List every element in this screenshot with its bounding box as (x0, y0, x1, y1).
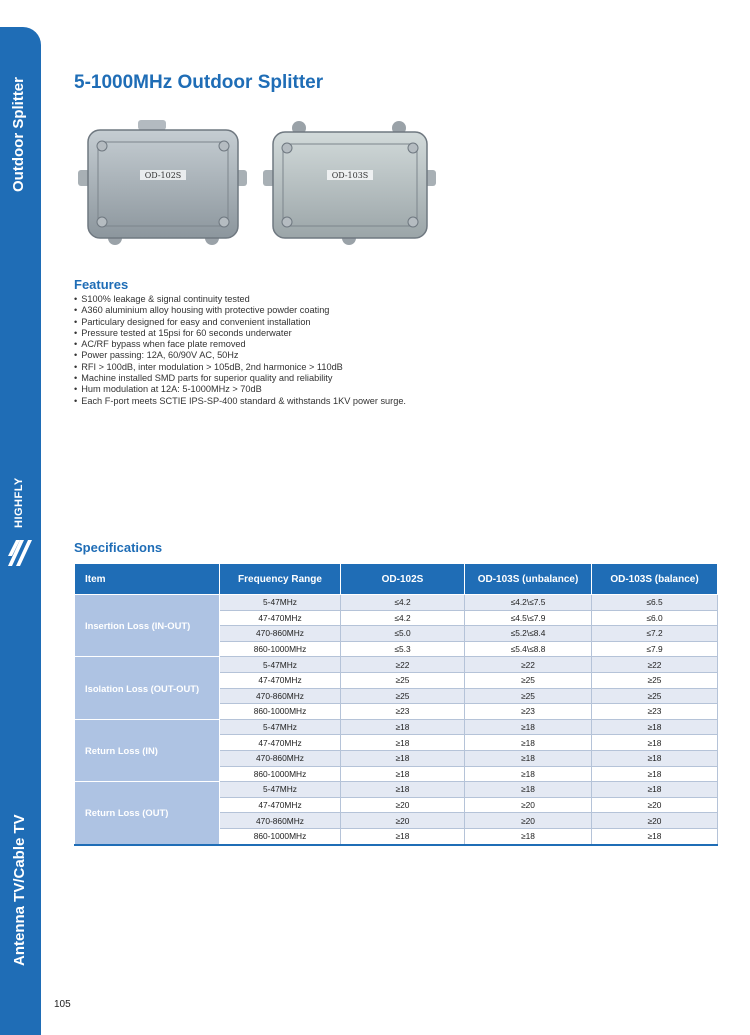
table-cell: 470-860MHz (220, 688, 341, 704)
table-cell: ≥25 (465, 672, 592, 688)
table-cell: ≥18 (592, 782, 718, 798)
group-label: Return Loss (OUT) (75, 782, 220, 845)
sidebar-category-title: Antenna TV/Cable TV (11, 814, 28, 966)
table-cell: ≥18 (465, 719, 592, 735)
table-cell: ≤4.2 (341, 595, 465, 611)
table-cell: ≥20 (465, 813, 592, 829)
table-cell: 860-1000MHz (220, 766, 341, 782)
column-header: OD-103S (balance) (592, 564, 718, 595)
table-cell: ≥18 (341, 719, 465, 735)
table-cell: 860-1000MHz (220, 704, 341, 720)
table-cell: ≥25 (465, 688, 592, 704)
table-cell: 5-47MHz (220, 782, 341, 798)
column-header: OD-103S (unbalance) (465, 564, 592, 595)
product-image-od-102s (70, 118, 255, 248)
table-cell: ≤4.2 (341, 610, 465, 626)
table-cell: 5-47MHz (220, 595, 341, 611)
specifications-heading: Specifications (74, 540, 163, 555)
table-cell: 860-1000MHz (220, 828, 341, 844)
table-cell: ≥18 (592, 719, 718, 735)
table-cell: ≥22 (592, 657, 718, 673)
table-cell: 47-470MHz (220, 610, 341, 626)
page-title: 5-1000MHz Outdoor Splitter (74, 72, 324, 93)
table-cell: ≤7.2 (592, 626, 718, 642)
sidebar-section-title: Outdoor Splitter (10, 77, 27, 192)
table-row (75, 782, 718, 798)
table-cell: ≥18 (465, 766, 592, 782)
table-cell: ≥18 (341, 828, 465, 844)
svg-text:OD-102S: OD-102S (144, 171, 182, 180)
table-cell: ≤5.4\≤8.8 (465, 641, 592, 657)
group-label: Isolation Loss (OUT-OUT) (75, 657, 220, 719)
table-cell: 860-1000MHz (220, 641, 341, 657)
table-row (75, 719, 718, 735)
table-cell: ≥20 (465, 797, 592, 813)
features-heading: Features (74, 277, 129, 292)
table-cell: ≥18 (592, 735, 718, 751)
table-cell: ≥25 (592, 672, 718, 688)
svg-text:OD-103S: OD-103S (331, 171, 369, 180)
table-cell: ≥18 (592, 828, 718, 844)
column-header: Item (75, 564, 220, 595)
feature-item: • Machine installed SMD parts for superior quality and reliability (74, 373, 406, 384)
feature-item: • Each F-port meets SCTIE IPS-SP-400 standard & withstands 1KV power surge. (74, 396, 406, 407)
table-cell: ≥23 (341, 704, 465, 720)
table-cell: ≥18 (341, 782, 465, 798)
group-label: Return Loss (IN) (75, 719, 220, 781)
column-header: Frequency Range (220, 564, 341, 595)
table-cell: ≥20 (341, 797, 465, 813)
group-label: Insertion Loss (IN-OUT) (75, 595, 220, 657)
specifications-table (74, 563, 718, 846)
table-cell: ≤5.3 (341, 641, 465, 657)
table-row (75, 595, 718, 611)
table-cell: ≥23 (465, 704, 592, 720)
table-cell: ≥22 (465, 657, 592, 673)
table-cell: ≥18 (341, 766, 465, 782)
table-cell: ≤5.2\≤8.4 (465, 626, 592, 642)
table-cell: ≥18 (465, 750, 592, 766)
table-cell: ≥18 (465, 782, 592, 798)
table-cell: 470-860MHz (220, 813, 341, 829)
table-cell: ≥25 (592, 688, 718, 704)
feature-item: • Pressure tested at 15psi for 60 seconds underwater (74, 328, 406, 339)
table-cell: ≤7.9 (592, 641, 718, 657)
table-cell: ≤5.0 (341, 626, 465, 642)
features-list (74, 294, 406, 407)
table-cell: ≥22 (341, 657, 465, 673)
feature-item: • S100% leakage & signal continuity tested (74, 294, 406, 305)
feature-item: • A360 aluminium alloy housing with protective powder coating (74, 305, 406, 316)
logo-wordmark: HIGHFLY (13, 477, 25, 528)
column-header: OD-102S (341, 564, 465, 595)
table-cell: ≤6.0 (592, 610, 718, 626)
table-cell: 47-470MHz (220, 797, 341, 813)
feature-item: • Power passing: 12A, 60/90V AC, 50Hz (74, 350, 406, 361)
table-cell: ≤6.5 (592, 595, 718, 611)
feature-item: • Hum modulation at 12A: 5-1000MHz > 70dB (74, 384, 406, 395)
table-cell: ≥23 (592, 704, 718, 720)
feature-item: • Particulary designed for easy and convenient installation (74, 317, 406, 328)
table-cell: ≥18 (592, 766, 718, 782)
table-cell: ≥20 (341, 813, 465, 829)
table-cell: ≥18 (465, 735, 592, 751)
table-cell: 470-860MHz (220, 750, 341, 766)
table-cell: 5-47MHz (220, 719, 341, 735)
table-cell: 5-47MHz (220, 657, 341, 673)
table-cell: ≥20 (592, 797, 718, 813)
table-cell: 470-860MHz (220, 626, 341, 642)
table-cell: ≥18 (465, 828, 592, 844)
table-cell: ≤4.5\≤7.9 (465, 610, 592, 626)
table-cell: ≥25 (341, 672, 465, 688)
feature-item: • RFI > 100dB, inter modulation > 105dB, 2nd harmonice > 110dB (74, 362, 406, 373)
table-row (75, 657, 718, 673)
table-cell: ≤4.2\≤7.5 (465, 595, 592, 611)
page-number: 105 (54, 999, 71, 1010)
table-cell: ≥18 (592, 750, 718, 766)
table-cell: 47-470MHz (220, 672, 341, 688)
feature-item: • AC/RF bypass when face plate removed (74, 339, 406, 350)
table-cell: ≥18 (341, 735, 465, 751)
table-cell: ≥18 (341, 750, 465, 766)
table-cell: ≥25 (341, 688, 465, 704)
table-cell: ≥20 (592, 813, 718, 829)
table-header-row (75, 564, 718, 595)
product-image-od-103s (257, 118, 442, 248)
table-cell: 47-470MHz (220, 735, 341, 751)
